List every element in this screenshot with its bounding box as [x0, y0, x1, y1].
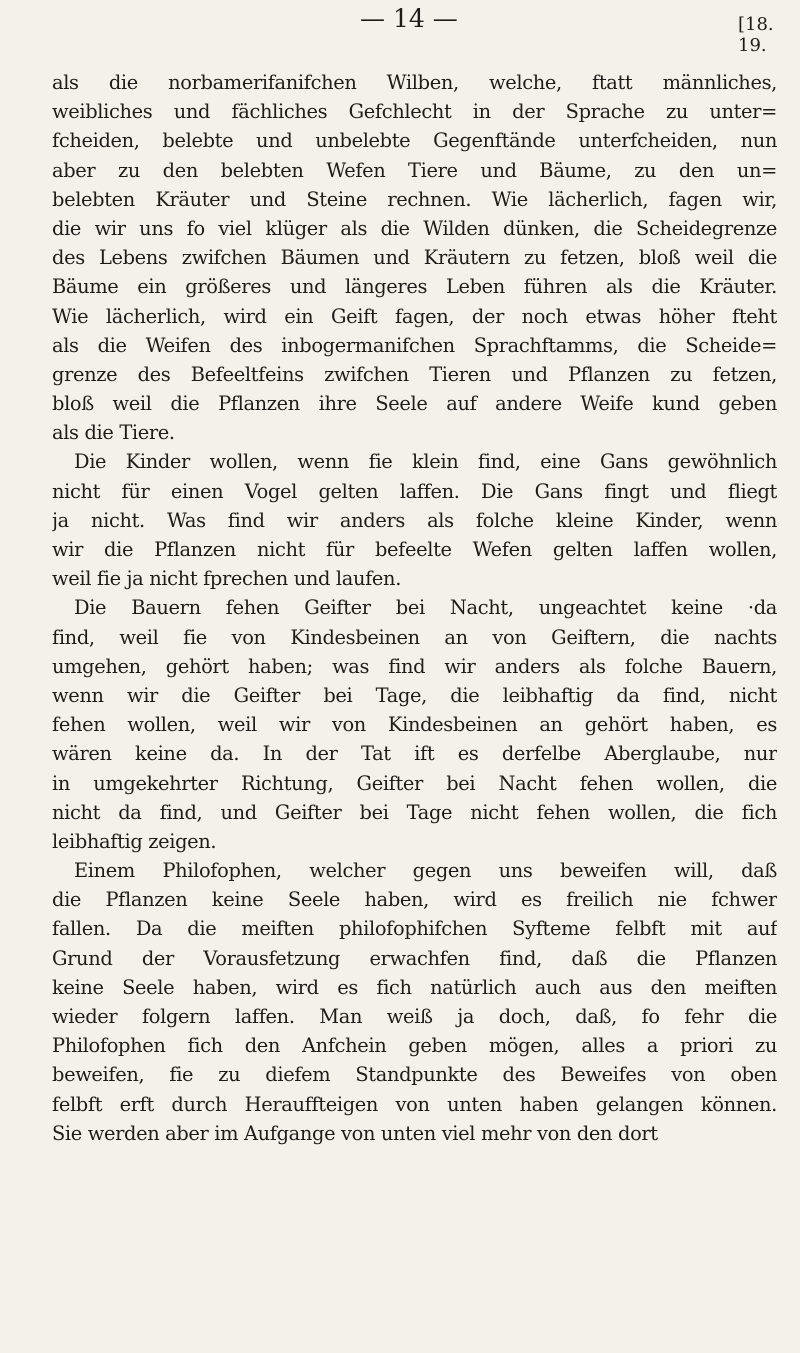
text-line: fehen wollen, weil wir von Kindesbeinen an gehört haben, es [52, 713, 777, 737]
text-line: fcheiden, belebte und unbelebte Gegenftände unterfcheiden, nun [52, 129, 777, 153]
text-line: Einem Philofophen, welcher gegen uns beweifen will, daß [74, 859, 777, 883]
text-line: Die Kinder wollen, wenn fie klein find, eine Gans gewöhnlich [74, 450, 777, 474]
text-line: wären keine da. In der Tat ift es derfelbe Aberglaube, nur [52, 742, 777, 766]
text-line: Grund der Vorausfetzung erwachfen find, daß die Pflanzen [52, 946, 777, 970]
text-line: weibliches und fächliches Gefchlecht in der Sprache zu unter= [52, 100, 777, 124]
text-line: keine Seele haben, wird es fich natürlich auch aus den meiften [52, 975, 777, 999]
text-line: ja nicht. Was find wir anders als folche kleine Kinder, wenn [52, 508, 777, 532]
text-line: umgehen, gehört haben; was find wir anders als folche Bauern, [52, 654, 777, 678]
text-line: in umgekehrter Richtung, Geifter bei Nacht fehen wollen, die [52, 771, 777, 795]
text-line: weil fie ja nicht fprechen und laufen. [52, 567, 402, 591]
page-header [0, 4, 800, 56]
text-line: find, weil fie von Kindesbeinen an von Geiftern, die nachts [52, 625, 777, 649]
text-line: Sie werden aber im Aufgange von unten viel mehr von den dort [52, 1121, 658, 1145]
text-line: des Lebens zwifchen Bäumen und Kräutern zu fetzen, bloß weil die [52, 246, 777, 270]
text-line: belebten Kräuter und Steine rechnen. Wie lächerlich, fagen wir, [52, 187, 777, 211]
text-line: nicht da find, und Geifter bei Tage nicht fehen wollen, die fich [52, 800, 777, 824]
text-line: als die Weifen des inbogermanifchen Sprachftamms, die Scheide= [52, 333, 777, 357]
text-line: Philofophen fich den Anfchein geben mögen, alles a priori zu [52, 1034, 777, 1058]
text-line: wenn wir die Geifter bei Tage, die leibhaftig da find, nicht [52, 683, 777, 707]
text-line: fallen. Da die meiften philofophifchen Syfteme felbft mit auf [52, 917, 777, 941]
text-line: wieder folgern laffen. Man weiß ja doch, daß, fo fehr die [52, 1005, 777, 1028]
text-line: grenze des Befeeltfeins zwifchen Tieren und Pflanzen zu fetzen, [52, 362, 777, 386]
text-line: Bäume ein größeres und längeres Leben führen als die Kräuter. [52, 275, 777, 299]
text-line: bloß weil die Pflanzen ihre Seele auf andere Weife kund geben [52, 392, 777, 416]
text-line: leibhaftig zeigen. [52, 829, 217, 853]
text-line: die wir uns fo viel klüger als die Wilden dünken, die Scheidegrenze [52, 216, 777, 240]
text-line: beweifen, fie zu diefem Standpunkte des Beweifes von oben [52, 1063, 777, 1087]
page-number: — 14 — [360, 4, 458, 33]
text-line: als die norbamerifanifchen Wilben, welche, ftatt männliches, [52, 71, 777, 94]
section-reference: [18. 19. [738, 14, 774, 56]
text-line: felbft erft durch Herauffteigen von unten haben gelangen können. [52, 1092, 777, 1116]
text-line: wir die Pflanzen nicht für befeelte Wefen gelten laffen wollen, [52, 538, 777, 561]
text-line: Wie lächerlich, wird ein Geift fagen, der noch etwas höher fteht [52, 304, 777, 328]
text-line: die Pflanzen keine Seele haben, wird es freilich nie fchwer [52, 888, 777, 912]
body-text [52, 68, 777, 1148]
text-line: als die Tiere. [52, 421, 175, 445]
text-line: Die Bauern fehen Geifter bei Nacht, ungeachtet keine ·da [74, 596, 777, 620]
text-line: nicht für einen Vogel gelten laffen. Die Gans fingt und fliegt [52, 479, 777, 503]
text-line: aber zu den belebten Wefen Tiere und Bäume, zu den un= [52, 158, 777, 182]
